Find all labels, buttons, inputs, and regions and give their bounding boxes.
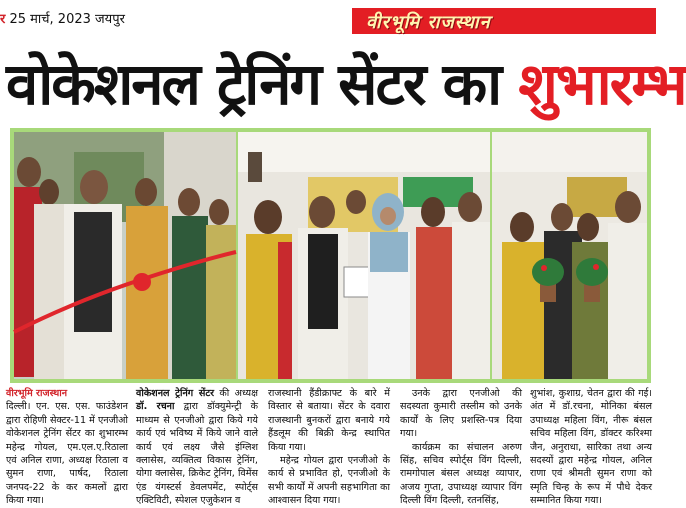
article-col5-text: शुभांश, कुशाग्र, चेतन द्वारा की गई। अंत में डॉ.रचना, मोनिका बंसल उपाध्यक्ष महिला विंग, नीरू बंसल सचिव महिला विंग, डॉक्टर करिश्मा जैन, अनुराधा, सारिका तथा अन्य सदस्यों द्वारा महेन्द्र गोयल, अनिल राणा एवं श्रीमती सुमन राणा को स्मृति चिन्ह के रूप में पौधे देकर सम्मानित किया गया।: [530, 388, 652, 507]
article-column-1: [6, 387, 128, 507]
issue-date: 25 मार्च, 2023 जयपुर: [9, 12, 125, 27]
ribbon-cutting-photo: [14, 132, 236, 379]
article-column-2: [136, 387, 258, 507]
photo-collage: [10, 128, 651, 383]
president-name: डॉ. रचना: [136, 401, 175, 413]
certificate-presentation-photo: [238, 132, 490, 379]
article-byline: वीरभूमि राजस्थान: [6, 388, 68, 399]
article-col4-para2: कार्यक्रम का संचालन अरुण सिंह, सचिव स्पोर्ट्स विंग दिल्ली, रामगोपाल बंसल अध्यक्ष व्यापार, अजय गुप्ता, उपाध्यक्ष व्यापार विंग दिल्ली विंग दिल्ली, रतनसिंह,: [400, 441, 522, 507]
article-column-5: [530, 387, 652, 507]
article-col3-text: राजस्थानी हैंडीक्राफ्ट के बारे में विस्तार से बताया। सेंटर के दवारा राजस्थानी बुनकरों द्वारा बनाये गये हैंडलूम की बिक्री केन्द्र स्थापित किया गया।: [268, 388, 390, 453]
headline: [6, 48, 686, 120]
headline-part-2: शुभारम्भ: [518, 50, 686, 118]
article-col1-text: दिल्ली। एन. एस. एस. फाउंडेशन द्वारा रोहिणी सेक्टर-11 में एनजीओ वोकेशनल ट्रेनिंग सेंटर का शुभारम्भ महेन्द्र गोयल, एम.एल.ए.रिठाला एवं अनिल राणा, अध्यक्ष रिठाला व सुमन राणा, पार्षद, रिठाला जनपद-22 के कर कमलों द्वारा किया गया।: [6, 401, 128, 507]
headline-part-1: वोकेशनल ट्रेनिंग सेंटर का: [6, 50, 519, 118]
article-col4-text: उनके द्वारा एनजीओ की सदस्यता कुमारी तस्लीम को उनके कार्यों के लिए प्रशस्ति-पत्र दिया गया।: [400, 388, 522, 440]
article-col3-para2: महेन्द्र गोयल द्वारा एनजीओ के कार्य से प्रभावित हो, एनजीओ के सभी कार्यों में अपनी सहभागिता का आश्वासन दिया गया।: [268, 455, 390, 507]
plant-presentation-photo: [492, 132, 647, 379]
article-body: [6, 387, 652, 507]
masthead-title: वीरभूमि राजस्थान: [366, 12, 491, 33]
article-column-4: [400, 387, 522, 507]
dateline: [0, 9, 125, 27]
article-column-3: [268, 387, 390, 507]
page-edge-letter: र: [0, 12, 6, 27]
newspaper-topbar: [0, 0, 656, 38]
col2-mid: की अध्यक्ष: [214, 388, 258, 399]
center-name: वोकेशनल ट्रेनिंग सेंटर: [136, 388, 215, 399]
col2-rest: द्वारा डॉक्युमेन्ट्री के माध्यम से एनजीओ द्वारा किये गये कार्य एवं भविष्य में किये जाने वाले कार्य एवं लक्ष्य जैसे इंग्लिश क्लासेस, व्यक्तित्व विकास ट्रेनिंग, योगा क्लासेस, क्रिकेट ट्रेनिंग, विमेंस एंड यंगस्टर्स डेवलपमेंट, स्पोर्ट्स एक्टिविटी, स्पेशल एजुकेशन व: [136, 401, 258, 507]
